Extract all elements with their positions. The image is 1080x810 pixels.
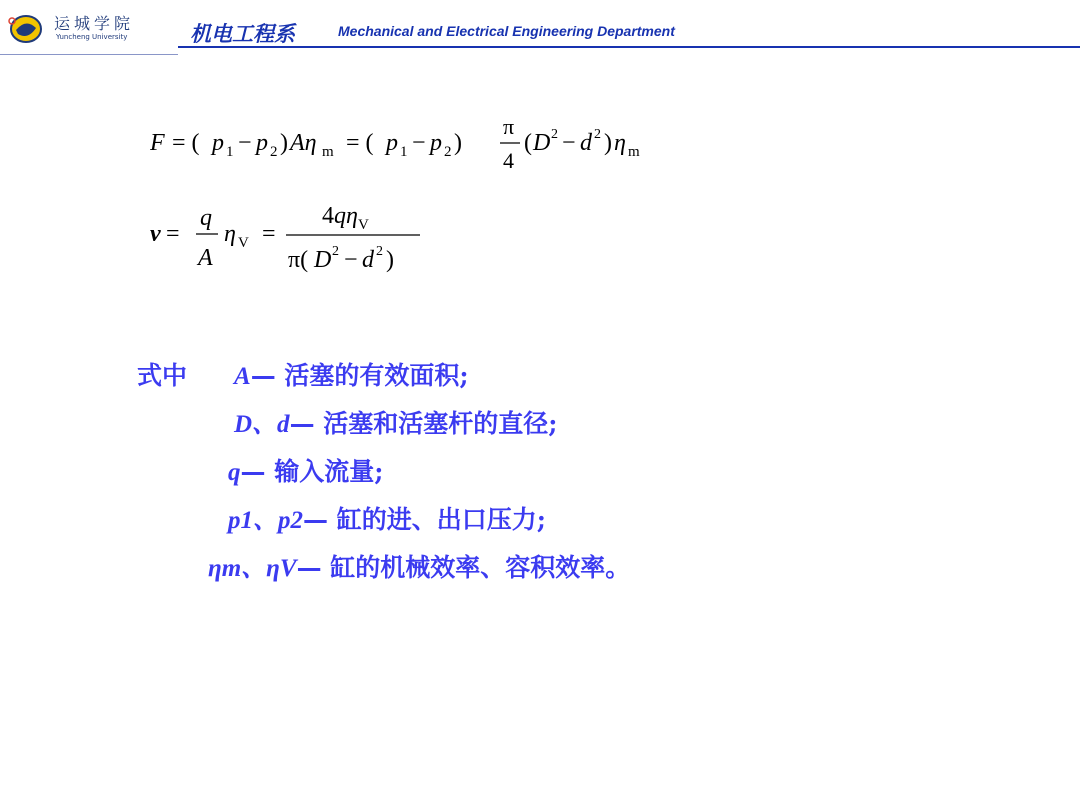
svg-text:v: v (150, 221, 161, 247)
svg-text:(: ( (524, 130, 532, 156)
legend-symbol: D、d (234, 411, 290, 438)
svg-text:−: − (562, 130, 576, 156)
legend-symbol: A (234, 363, 251, 390)
svg-text:1: 1 (400, 144, 408, 160)
svg-text:−: − (344, 247, 358, 273)
svg-text:2: 2 (270, 144, 278, 160)
svg-text:V: V (358, 217, 369, 233)
legend-symbol: p1、p2 (228, 507, 304, 534)
svg-text:=: = (166, 221, 180, 247)
svg-text:=: = (262, 221, 276, 247)
svg-text:): ) (386, 247, 394, 273)
svg-text:): ) (280, 130, 288, 156)
svg-text:4: 4 (322, 203, 334, 229)
svg-text:−: − (238, 130, 252, 156)
legend-dash: — (250, 361, 276, 390)
legend-dash: — (296, 553, 322, 582)
svg-text:q: q (200, 205, 212, 231)
svg-text:= (: = ( (346, 130, 374, 156)
legend-item-pressure (228, 500, 546, 536)
svg-text:2: 2 (594, 127, 601, 142)
legend-description: 输入流量; (265, 457, 384, 486)
svg-text:2: 2 (376, 244, 383, 259)
svg-text:m: m (322, 144, 334, 160)
legend-description: 活塞的有效面积; (275, 361, 469, 390)
university-emblem-icon (6, 12, 46, 46)
svg-text:d: d (580, 130, 592, 156)
svg-text:): ) (454, 130, 462, 156)
svg-text:2: 2 (551, 127, 558, 142)
svg-text:η: η (224, 221, 236, 247)
svg-text:m: m (628, 144, 640, 160)
legend-dash: — (240, 457, 266, 486)
header-bar (0, 0, 1080, 56)
legend-symbol: ηm、ηV (208, 555, 297, 582)
svg-text:−: − (412, 130, 426, 156)
department-title-chinese: 机电工程系 (190, 22, 295, 46)
svg-text:2: 2 (332, 244, 339, 259)
svg-text:p: p (430, 130, 442, 156)
svg-text:Aη: Aη (290, 130, 317, 156)
legend-prefix: 式中 (137, 361, 188, 390)
svg-text:π(: π( (288, 247, 309, 273)
legend-description: 缸的进、出口压力; (328, 505, 546, 534)
velocity-formula (150, 195, 450, 285)
svg-text:p: p (212, 130, 224, 156)
svg-text:qη: qη (334, 203, 358, 229)
svg-text:p: p (256, 130, 268, 156)
department-title-english: Mechanical and Electrical Engineering Department (338, 23, 675, 39)
force-formula (150, 108, 710, 178)
svg-text:D: D (314, 247, 332, 273)
legend-dash: — (289, 409, 315, 438)
legend-symbol: q (228, 459, 241, 486)
svg-text:d: d (362, 247, 374, 273)
svg-text:): ) (604, 130, 612, 156)
legend-dash: — (303, 505, 329, 534)
svg-text:p: p (386, 130, 398, 156)
header-rule (178, 46, 1080, 48)
svg-text:D: D (533, 130, 551, 156)
svg-text:= (: = ( (172, 130, 200, 156)
legend-item-area (234, 356, 469, 392)
svg-text:1: 1 (226, 144, 234, 160)
svg-text:π: π (503, 114, 515, 139)
svg-text:F: F (150, 130, 165, 156)
logo-english-name: Yuncheng University (56, 33, 128, 41)
legend-item-efficiency (208, 548, 630, 584)
svg-text:A: A (198, 245, 213, 271)
university-logo (4, 8, 154, 48)
svg-text:2: 2 (444, 144, 452, 160)
svg-text:η: η (614, 130, 626, 156)
svg-text:4: 4 (503, 148, 514, 173)
legend-item-flow (228, 452, 383, 488)
legend-description: 活塞和活塞杆的直径; (314, 409, 558, 438)
legend-description: 缸的机械效率、容积效率。 (321, 553, 631, 582)
svg-text:V: V (238, 235, 249, 251)
logo-chinese-name: 运城学院 (54, 14, 135, 33)
legend-item-diameter (234, 404, 558, 440)
header-rule-left (0, 54, 178, 55)
